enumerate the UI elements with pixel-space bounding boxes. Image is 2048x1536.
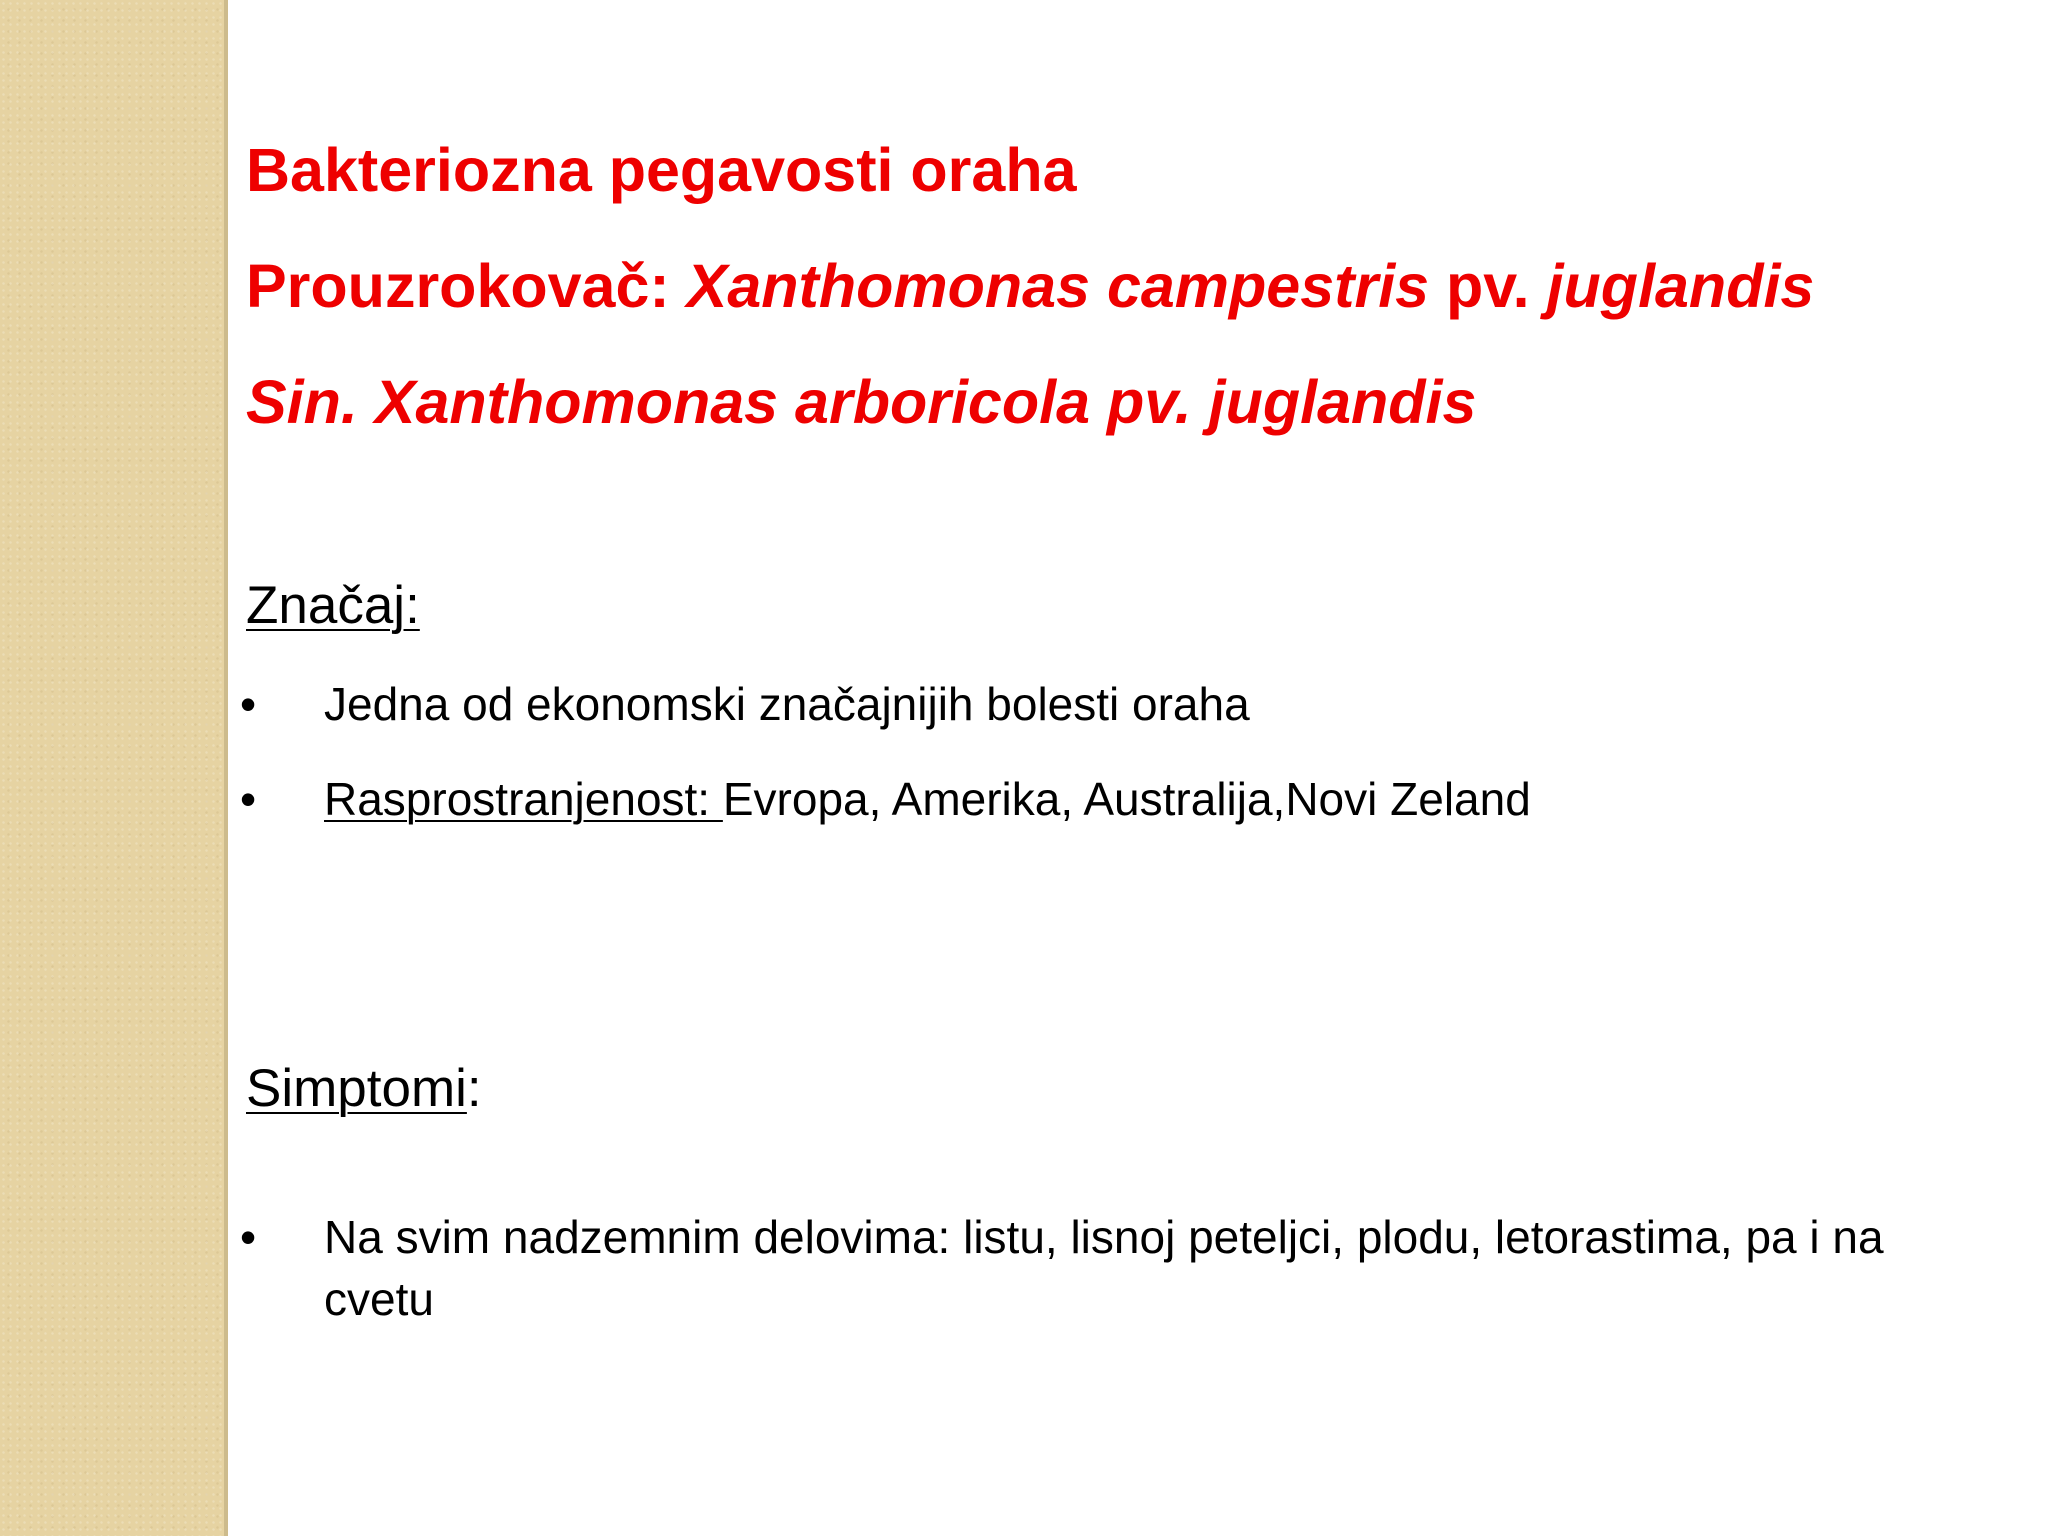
znacaj-bullet-2-text bbox=[324, 768, 2020, 830]
simptomi-bullet-1 bbox=[240, 1206, 2000, 1330]
bullet-dot: • bbox=[240, 1211, 257, 1263]
znacaj-heading bbox=[246, 574, 2026, 638]
decorative-sidebar bbox=[0, 0, 228, 1536]
znacaj-bullet-2 bbox=[240, 768, 2020, 830]
distribution-label: Rasprostranjenost: bbox=[324, 773, 723, 825]
simptomi-heading-colon: : bbox=[466, 1059, 482, 1118]
title-line-pathogen bbox=[246, 228, 2026, 344]
simptomi-heading bbox=[246, 1057, 2026, 1121]
bullet-dot: • bbox=[240, 773, 257, 825]
title-line-synonym: Sin. Xanthomonas arboricola pv. juglandis bbox=[246, 368, 1477, 436]
znacaj-bullet-1 bbox=[240, 673, 2020, 735]
slide-title bbox=[246, 112, 2026, 460]
simptomi-bullet-1-text: Na svim nadzemnim delovima: listu, lisnoj peteljci, plodu, letorastima, pa i na cvetu bbox=[324, 1211, 1884, 1325]
title-line-disease: Bakteriozna pegavosti oraha bbox=[246, 136, 1077, 204]
bullet-dot: • bbox=[240, 678, 257, 730]
znacaj-bullet-1-text: Jedna od ekonomski značajnijih bolesti oraha bbox=[324, 678, 1250, 730]
pathovar-name: juglandis bbox=[1546, 252, 1815, 320]
znacaj-heading-text: Značaj: bbox=[246, 576, 420, 635]
pathogen-label: Prouzrokovač: bbox=[246, 252, 687, 320]
distribution-regions: Evropa, Amerika, Australija,Novi Zeland bbox=[722, 773, 1531, 825]
simptomi-heading-text: Simptomi bbox=[246, 1059, 467, 1118]
pathovar-abbrev: pv. bbox=[1429, 252, 1547, 320]
pathogen-species: Xanthomonas campestris bbox=[686, 252, 1430, 320]
